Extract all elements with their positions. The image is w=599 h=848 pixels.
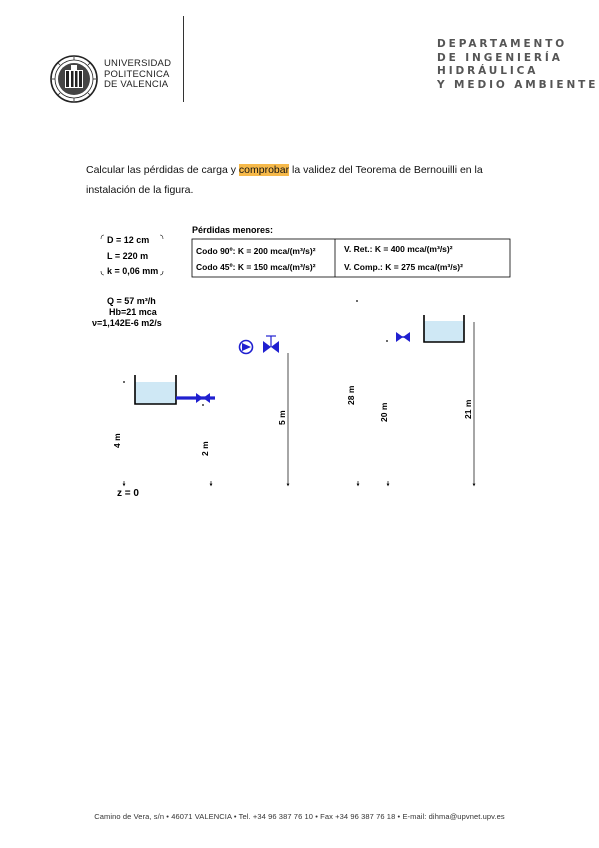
pipe-data-block bbox=[101, 235, 163, 276]
flow-data-block bbox=[92, 296, 162, 328]
university-seal-icon bbox=[50, 54, 98, 104]
loss-codo90: Codo 90º: K = 200 mca/(m³/s)² bbox=[196, 246, 316, 256]
department-line: Y MEDIO AMBIENTE bbox=[437, 78, 599, 91]
university-line: POLITECNICA bbox=[104, 68, 170, 80]
minor-losses-table bbox=[192, 225, 510, 277]
losses-title: Pérdidas menores: bbox=[192, 225, 274, 235]
pump-icon bbox=[240, 341, 253, 354]
page-header bbox=[0, 0, 599, 120]
viscosity-label: ν=1,142E-6 m2/s bbox=[92, 318, 162, 328]
loss-vcomp: V. Comp.: K = 275 mca/(m³/s)² bbox=[344, 262, 463, 272]
department-line: DEPARTAMENTO bbox=[437, 38, 568, 50]
statement-text-after: la validez del Teorema de Bernouilli en la instalación de la figura. bbox=[86, 164, 483, 196]
roughness-label: k = 0,06 mm bbox=[107, 266, 159, 276]
department-line: HIDRÁULICA bbox=[437, 65, 539, 77]
statement-text-before: Calcular las pérdidas de carga y bbox=[86, 164, 239, 176]
dim-4m: 4 m bbox=[112, 433, 122, 448]
upper-tank bbox=[424, 315, 464, 342]
dim-20m: 20 m bbox=[379, 402, 389, 422]
page-footer: Camino de Vera, s/n • 46071 VALENCIA • Tel. +34 96 387 76 10 • Fax +34 96 387 76 18 • E-mail: dihma@upvnet.upv.es bbox=[94, 812, 505, 821]
dim-5m: 5 m bbox=[277, 410, 287, 425]
installation-figure bbox=[0, 215, 599, 515]
length-label: L = 220 m bbox=[107, 251, 149, 261]
check-valve-upper-icon bbox=[386, 332, 410, 342]
department-line: DE INGENIERÍA bbox=[437, 51, 563, 64]
loss-vret: V. Ret.: K = 400 mca/(m³/s)² bbox=[344, 244, 453, 254]
department-name bbox=[437, 38, 598, 92]
pump-head-label: Hb=21 mca bbox=[109, 307, 157, 317]
datum-label: z = 0 bbox=[117, 488, 139, 499]
problem-statement bbox=[86, 160, 526, 200]
diameter-label: D = 12 cm bbox=[107, 235, 150, 245]
university-line: UNIVERSIDAD bbox=[104, 58, 172, 69]
university-name bbox=[104, 59, 171, 91]
flow-label: Q = 57 m³/h bbox=[107, 296, 156, 306]
lower-tank bbox=[135, 375, 176, 404]
university-line: DE VALENCIA bbox=[104, 79, 169, 90]
dim-21m: 21 m bbox=[463, 399, 473, 419]
header-divider bbox=[183, 16, 184, 102]
gate-valve-icon bbox=[263, 336, 279, 353]
statement-highlight: comprobar bbox=[238, 164, 290, 176]
dim-28m: 28 m bbox=[346, 385, 356, 405]
loss-codo45: Codo 45º: K = 150 mca/(m³/s)² bbox=[196, 262, 316, 272]
dim-2m: 2 m bbox=[200, 441, 210, 456]
